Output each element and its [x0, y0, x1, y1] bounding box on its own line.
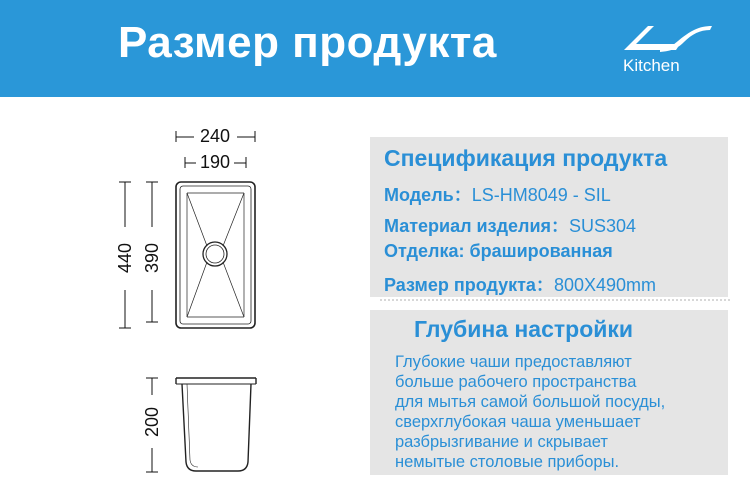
spec-value: 800X490mm: [553, 275, 656, 295]
spec-title: Спецификация продукта: [384, 145, 668, 171]
depth-text-line: разбрызгивание и скрывает: [395, 433, 608, 451]
depth-text-line: для мытья самой большой посуды,: [395, 393, 666, 411]
kitchen-logo: [620, 20, 720, 80]
dotted-divider: [380, 299, 730, 301]
dim-depth: 200: [142, 406, 162, 438]
spec-value: LS-HM8049 - SIL: [471, 185, 611, 205]
spec-key: Модель：: [384, 185, 472, 205]
spec-key: Материал изделия：: [384, 216, 570, 236]
spec-value: SUS304: [569, 216, 637, 236]
dim-width-outer: 240: [199, 126, 231, 146]
drain-outer: [203, 242, 227, 266]
depth-title: Глубина настройки: [414, 316, 634, 342]
page-title: Размер продукта: [118, 18, 497, 67]
depth-text-line: больше рабочего пространства: [395, 373, 637, 391]
depth-text-line: немытые столовые приборы.: [395, 453, 620, 471]
dim-length-outer: 440: [115, 242, 135, 274]
header-banner: [0, 0, 750, 97]
depth-text-line: сверхглубокая чаша уменьшает: [395, 413, 641, 431]
logo-text: Kitchen: [623, 56, 680, 75]
dim-length-inner: 390: [142, 242, 162, 274]
spec-row-finish: [384, 241, 613, 262]
spec-key: Размер продукта：: [384, 275, 554, 295]
spec-row-size: [384, 271, 656, 297]
spec-row-model: [384, 181, 611, 207]
drain-inner: [206, 245, 224, 263]
logo-swoosh-icon: [620, 20, 720, 60]
spec-key: Отделка: брашированная: [384, 241, 613, 261]
sink-side-view: [176, 378, 256, 471]
spec-row-material: [384, 212, 636, 238]
sink-top-view: [176, 182, 255, 328]
dim-width-inner: 190: [199, 152, 231, 172]
sink-dimension-drawing: [0, 97, 360, 503]
depth-text-line: Глубокие чаши предоставляют: [395, 353, 632, 371]
